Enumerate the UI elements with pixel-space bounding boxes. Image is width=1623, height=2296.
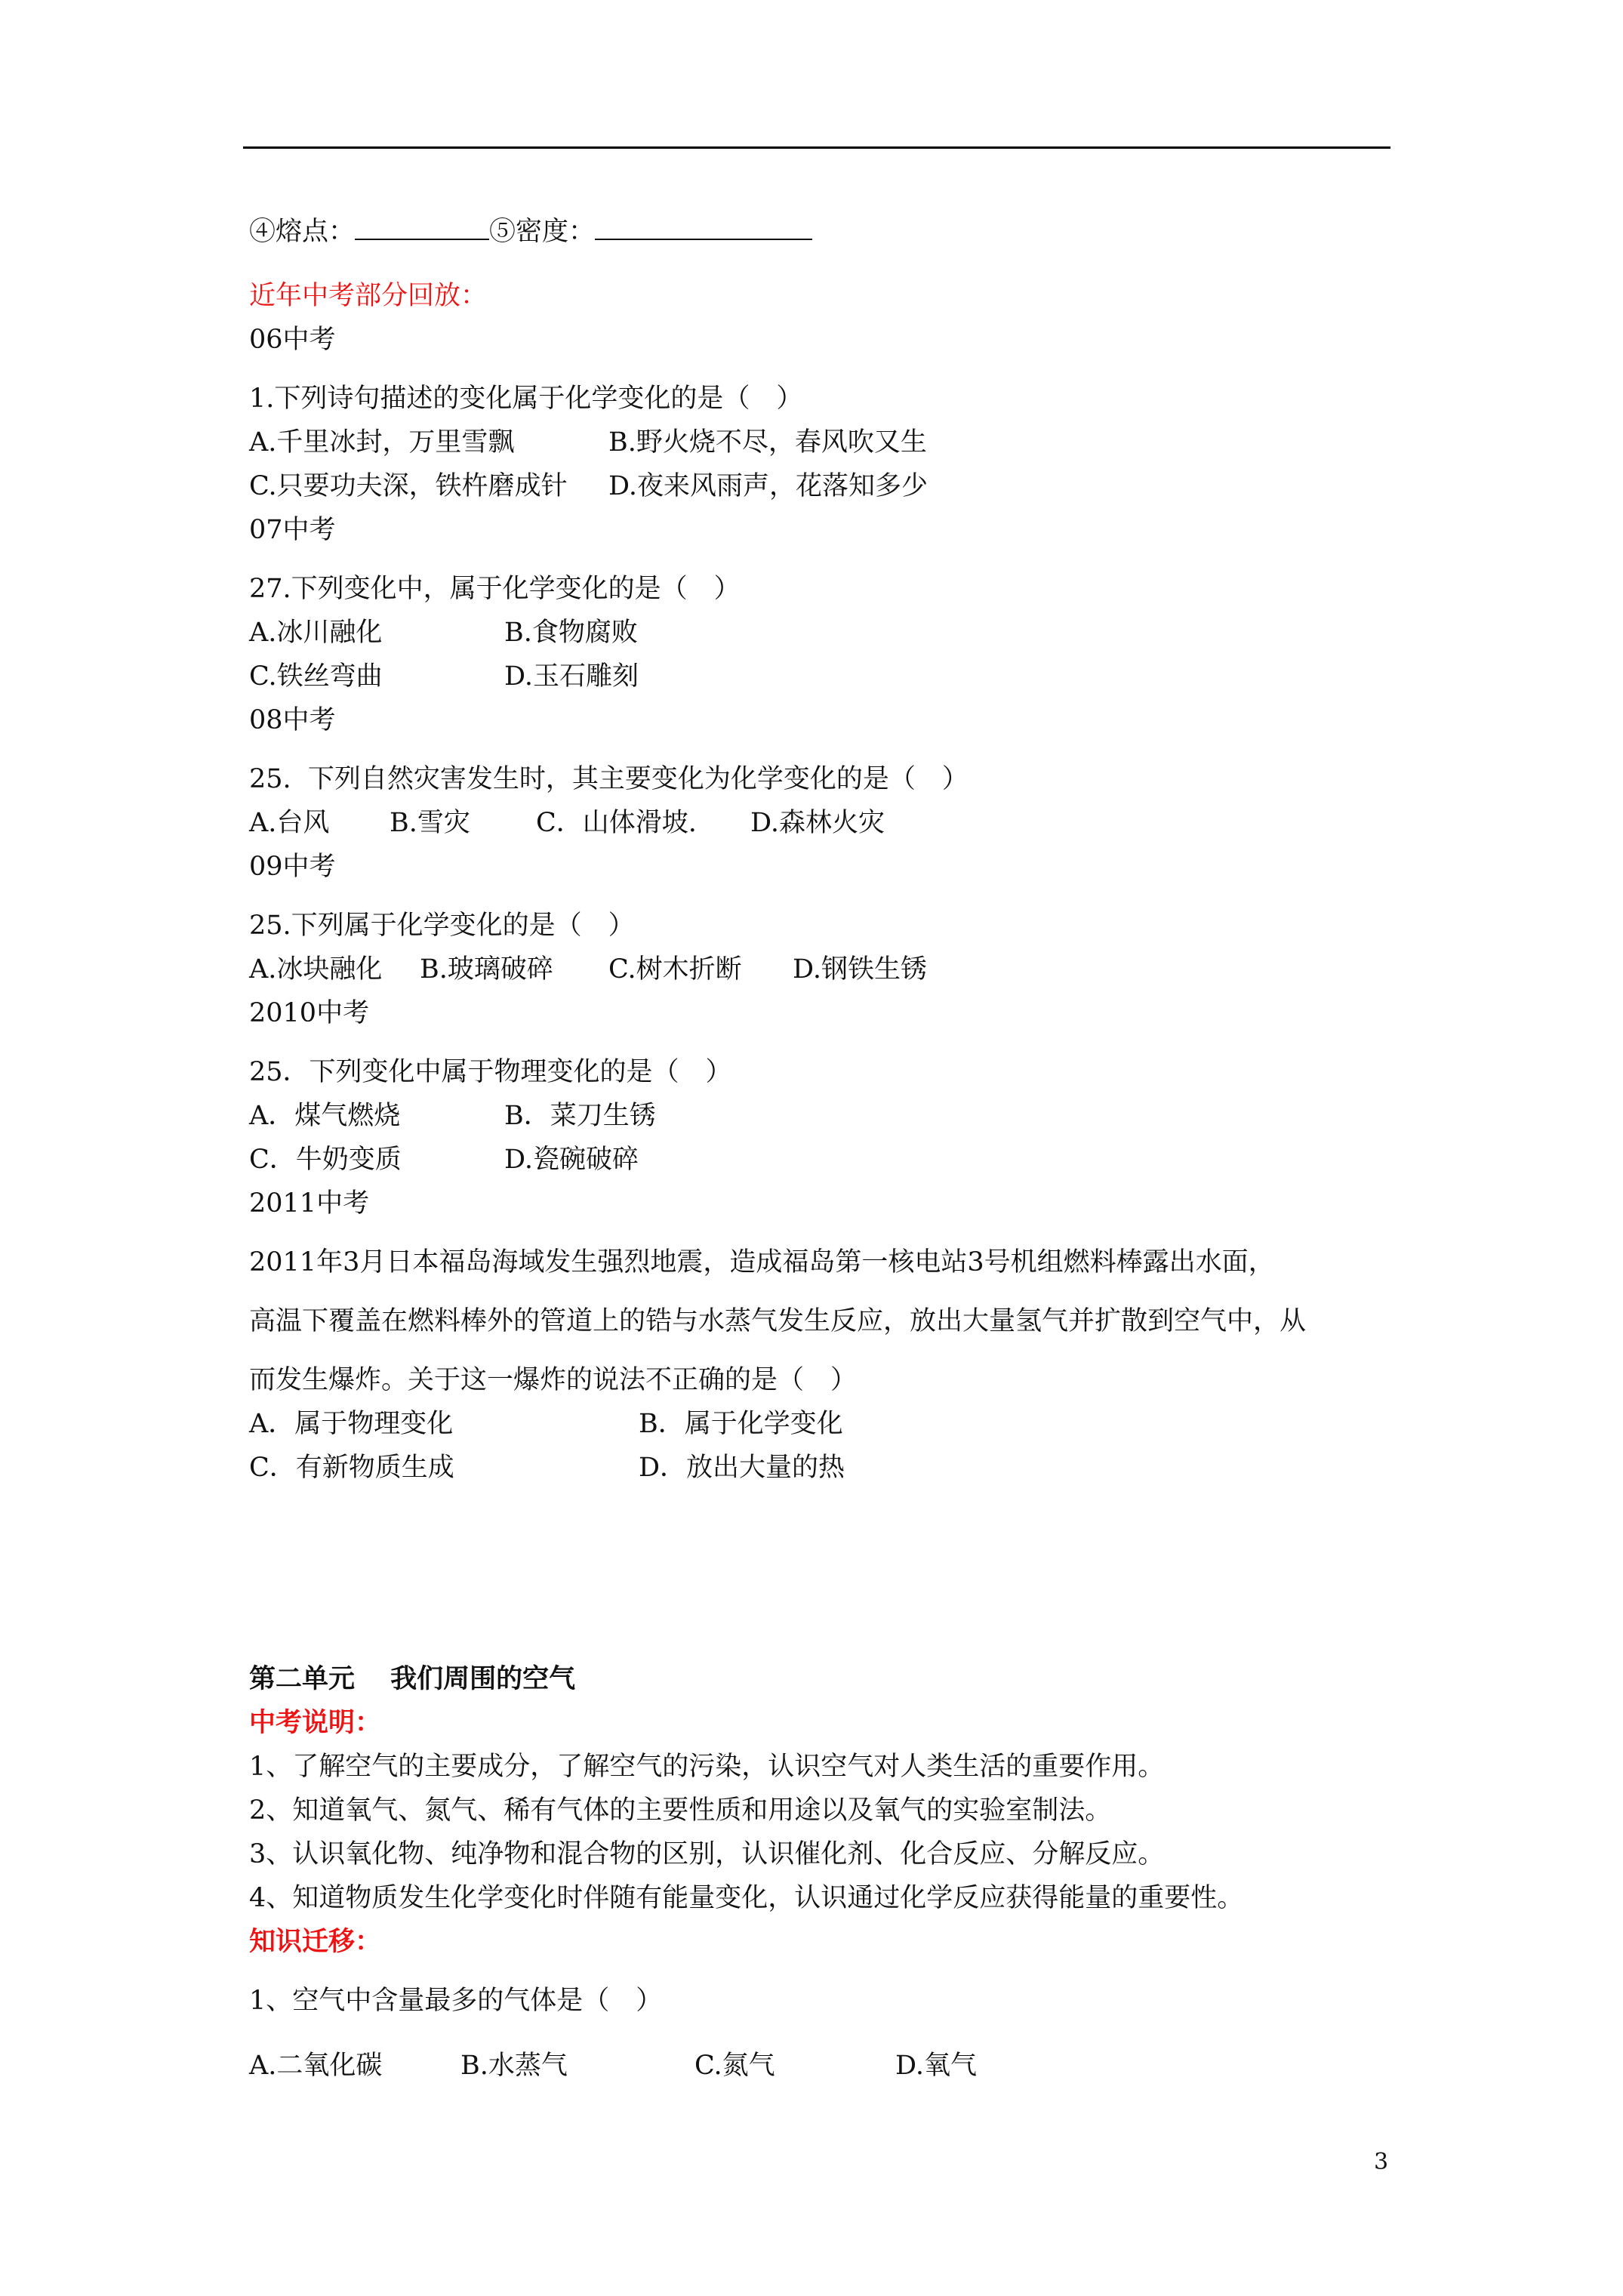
- question-07-option-c: C.铁丝弯曲: [249, 661, 383, 692]
- question-09-option-a: A.冰块融化: [249, 954, 383, 985]
- question-06-option-b: B.野火烧不尽，春风吹又生: [608, 427, 927, 458]
- question-09-option-d: D.钢铁生锈: [793, 954, 927, 985]
- question-2011-row2: [249, 1451, 845, 1584]
- question-08-option-b: B.雪灾: [390, 808, 470, 838]
- question-2011-option-b: B．属于化学变化: [639, 1409, 843, 1439]
- question-09-option-c: C.树木折断: [608, 954, 742, 985]
- melting-point-label: ④熔点：: [249, 217, 356, 247]
- question-09-stem: 25.下列属于化学变化的是（ ）: [249, 911, 635, 941]
- year-label-07: 07中考: [249, 515, 336, 545]
- year-label-08: 08中考: [249, 705, 336, 735]
- question-2010-option-c: C．牛奶变质: [249, 1145, 402, 1175]
- question-06-option-d: D.夜来风雨声，花落知多少: [608, 471, 928, 501]
- exam-requirement-3: 3、认识氧化物、纯净物和混合物的区别，认识催化剂、化合反应、分解反应。: [249, 1839, 1165, 1869]
- question-06-stem: 1.下列诗句描述的变化属于化学变化的是（ ）: [249, 384, 803, 414]
- question-07-stem: 27.下列变化中，属于化学变化的是（ ）: [249, 574, 741, 604]
- question-2010-option-d: D.瓷碗破碎: [504, 1145, 639, 1175]
- exam-requirements-heading: 中考说明：: [249, 1707, 382, 1738]
- question-2011-option-a: A．属于物理变化: [249, 1409, 454, 1439]
- air-question-1-option-d: D.氧气: [895, 2051, 977, 2081]
- density-label: ⑤密度：: [489, 217, 596, 247]
- question-07-option-b: B.食物腐败: [504, 618, 638, 648]
- question-08-option-a: A.台风: [249, 808, 330, 838]
- exam-requirement-2: 2、知道氧气、氮气、稀有气体的主要性质和用途以及氧气的实验室制法。: [249, 1795, 1112, 1826]
- question-2010-option-a: A．煤气燃烧: [249, 1101, 401, 1131]
- melting-point-blank: [355, 213, 489, 240]
- property-fill-line: [249, 213, 812, 248]
- air-question-1-option-c: C.氮气: [694, 2051, 775, 2081]
- question-2011-paragraph-line1: 2011年3月日本福岛海域发生强烈地震，造成福岛第一核电站3号机组燃料棒露出水面，: [249, 1247, 1275, 1277]
- header-rule: [243, 146, 1390, 149]
- question-2011-option-d: D．放出大量的热: [639, 1453, 845, 1483]
- question-09-option-b: B.玻璃破碎: [420, 954, 553, 985]
- year-label-09: 09中考: [249, 852, 336, 882]
- question-2011-paragraph-line3: 而发生爆炸。关于这一爆炸的说法不正确的是（ ）: [249, 1365, 858, 1395]
- air-question-1-option-b: B.水蒸气: [460, 2051, 568, 2081]
- air-question-1-row: [249, 2049, 977, 2248]
- air-question-1-option-a: A.二氧化碳: [249, 2051, 383, 2081]
- density-blank: [595, 213, 812, 240]
- question-08-stem: 25. 下列自然灾害发生时，其主要变化为化学变化的是（ ）: [249, 764, 969, 794]
- air-question-1-stem: 1、空气中含量最多的气体是（ ）: [249, 1986, 663, 2016]
- question-2011-paragraph-line2: 高温下覆盖在燃料棒外的管道上的锆与水蒸气发生反应，放出大量氢气并扩散到空气中，从: [249, 1306, 1307, 1336]
- question-07-option-a: A.冰川融化: [249, 618, 383, 648]
- question-2010-stem: 25．下列变化中属于物理变化的是（ ）: [249, 1057, 732, 1087]
- question-08-option-c: C．山体滑坡.: [536, 808, 697, 838]
- question-06-option-c: C.只要功夫深，铁杵磨成针: [249, 471, 568, 501]
- exam-requirement-1: 1、了解空气的主要成分，了解空气的污染，认识空气对人类生活的重要作用。: [249, 1752, 1165, 1782]
- knowledge-transfer-heading: 知识迁移：: [249, 1926, 382, 1957]
- question-08-option-d: D.森林火灾: [750, 808, 885, 838]
- exam-requirement-4: 4、知道物质发生化学变化时伴随有能量变化，认识通过化学反应获得能量的重要性。: [249, 1883, 1244, 1913]
- year-label-06: 06中考: [249, 325, 336, 355]
- question-06-option-a: A.千里冰封，万里雪飘: [249, 427, 515, 458]
- section-heading-review: 近年中考部分回放：: [249, 281, 488, 311]
- page-number: 3: [1374, 2149, 1389, 2175]
- question-07-option-d: D.玉石雕刻: [504, 661, 639, 692]
- year-label-2011: 2011中考: [249, 1188, 370, 1219]
- year-label-2010: 2010中考: [249, 998, 370, 1028]
- question-2011-option-c: C．有新物质生成: [249, 1453, 454, 1483]
- unit-2-title: 第二单元 我们周围的空气: [249, 1663, 576, 1694]
- question-2010-option-b: B．菜刀生锈: [504, 1101, 656, 1131]
